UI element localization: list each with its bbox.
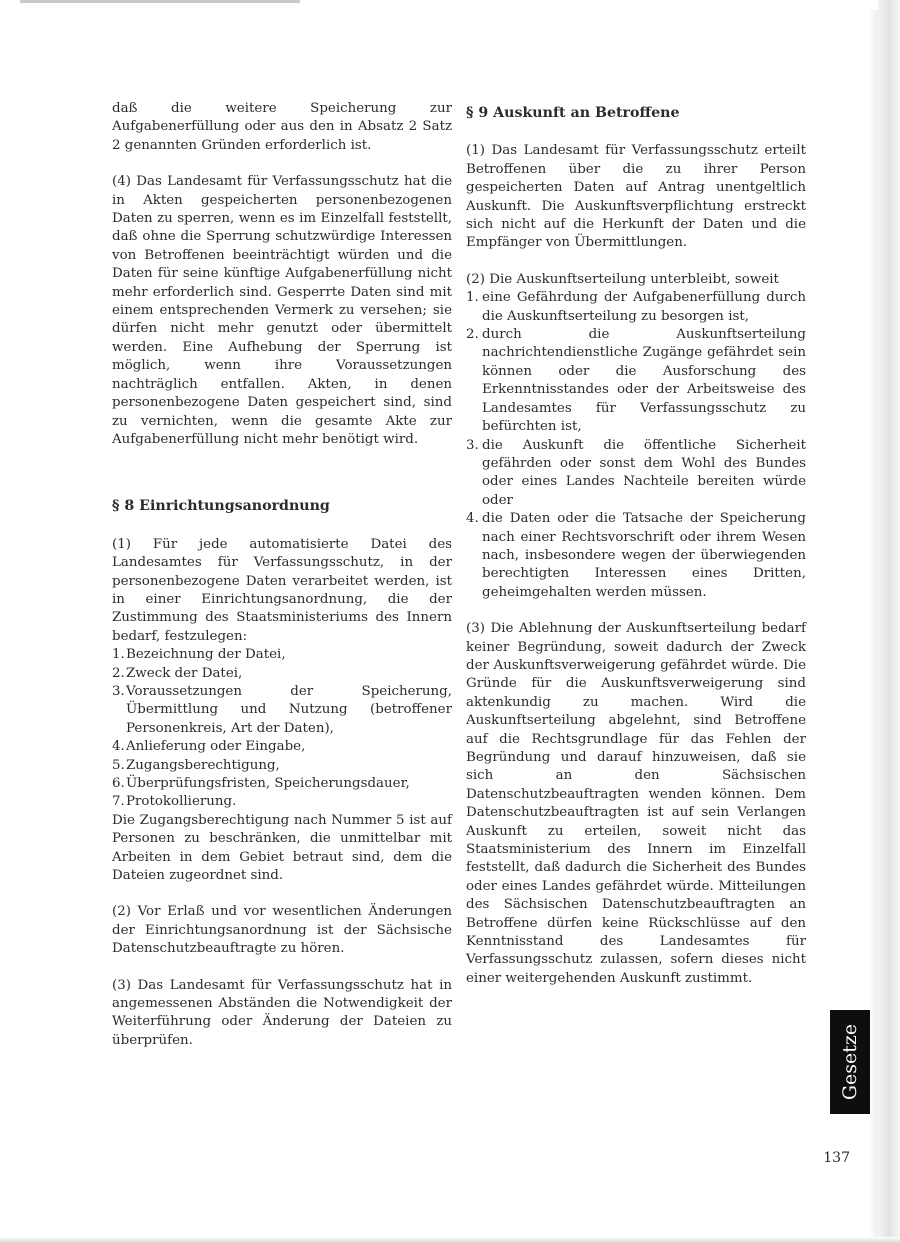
item-text: Zweck der Datei, (126, 665, 243, 681)
section-8-sub-1 (112, 536, 452, 886)
item-number: 7. (112, 794, 125, 810)
list-item (466, 437, 806, 511)
list-item (112, 793, 452, 811)
item-number: 1. (112, 647, 125, 663)
list-item (466, 510, 806, 602)
item-number: 3. (466, 437, 479, 453)
section-8-sub-3: (3) Das Landesamt für Verfassungsschutz hat in angemessenen Abständen die Notwendigkeit der Weiterführung oder Änderung der Dateien zu überprüfen. (112, 977, 452, 1048)
section-8-heading: § 8 Einrichtungsanordnung (112, 498, 330, 515)
section-9-sub-1: (1) Das Landesamt für Verfassungsschutz erteilt Betroffenen über die zu ihrer Person gespeicherten Daten auf Antrag unentgeltlich Auskunft. Die Auskunftsverpflichtung erstreckt sich nicht auf die Herkunft der Daten und die Empfänger von Übermittlungen. (466, 143, 806, 251)
section-tab (830, 1010, 870, 1114)
section-9-item-list (466, 289, 806, 602)
item-text: durch die Auskunftserteilung nachrichtendienstliche Zugänge gefährdet sein können oder die Ausforschung des Erkenntnisstandes oder der Arbeitsweise des Landesamtes für Verfassungsschutz zu befürchten ist, (482, 327, 806, 435)
item-number: 5. (112, 757, 125, 773)
left-column (112, 100, 452, 1068)
page-curve-shadow (870, 10, 878, 1240)
page-number: 137 (823, 1150, 850, 1166)
bottom-edge-shadow (0, 1237, 900, 1243)
section-9-sub-2-intro: (2) Die Auskunftserteilung unterbleibt, soweit (466, 271, 779, 287)
list-item (112, 646, 452, 664)
item-number: 3. (112, 683, 125, 699)
list-item (112, 683, 452, 738)
list-item (466, 326, 806, 436)
section-8-sub-2: (2) Vor Erlaß und vor wesentlichen Änderungen der Einrichtungsanordnung ist der Sächsische Datenschutzbeauftragte zu hören. (112, 904, 452, 957)
right-column (466, 100, 806, 1006)
item-number: 2. (466, 327, 479, 343)
section-tab-label: Gesetze (839, 1023, 861, 1101)
list-item (112, 775, 452, 793)
item-text: Bezeichnung der Datei, (126, 647, 286, 663)
item-text: Anlieferung oder Eingabe, (126, 739, 306, 755)
list-item (112, 757, 452, 775)
section-9-sub-3: (3) Die Ablehnung der Auskunftserteilung bedarf keiner Begründung, soweit dadurch der Zweck der Auskunftsverweigerung gefährdet würde. Die Gründe für die Auskunftsverweigerung sind aktenkundig zu machen. Wird die Auskunftserteilung abgelehnt, sind Betroffene auf die Rechtsgrundlage für das Fehlen der Begründung und darauf hinzuweisen, daß sie sich an den Sächsischen Datenschutzbeauftragten wenden können. Dem Datenschutzbeauftragten ist auf sein Verlangen Auskunft zu erteilen, soweit nicht das Staatsministerium des Innern im Einzelfall feststellt, daß dadurch die Sicherheit des Bundes oder eines Landes gefährdet würde. Mitteilungen des Sächsischen Datenschutzbeauftragten an Betroffene dürfen keine Rückschlüsse auf den Kenntnisstand des Landesamtes für Verfassungsschutz zulassen, sofern dieses nicht einer weitergehenden Auskunft zustimmt. (466, 621, 806, 986)
item-text: die Daten oder die Tatsache der Speicherung nach einer Rechtsvorschrift oder ihrem Wesen nach, insbesondere wegen der überwiegenden berechtigten Interessen eines Dritten, geheimgehalten werden müssen. (482, 511, 806, 600)
binding-gutter (878, 0, 900, 1243)
item-number: 2. (112, 665, 125, 681)
section-9-sub-2 (466, 271, 806, 602)
section-9-heading: § 9 Auskunft an Betroffene (466, 105, 680, 121)
item-text: Voraussetzungen der Speicherung, Übermittlung und Nutzung (betroffener Personenkreis, Art der Daten), (126, 683, 452, 736)
list-item (112, 665, 452, 683)
item-text: die Auskunft die öffentliche Sicherheit gefährden oder sonst dem Wohl des Bundes oder eines Landes Nachteile bereiten würde oder (482, 437, 806, 508)
item-number: 4. (466, 511, 479, 527)
list-item (112, 738, 452, 756)
top-edge-rule (20, 0, 300, 3)
list-item (466, 289, 806, 326)
item-number: 6. (112, 776, 125, 791)
item-number: 1. (466, 290, 479, 306)
section-8-sub-1-intro: (1) Für jede automatisierte Datei des Landesamtes für Verfassungsschutz, in der personenbezogene Daten verarbeitet werden, ist in einer Einrichtungsanordnung, die der Zustimmung des Staatsministeriums des Innern bedarf, festzulegen: (112, 536, 452, 644)
paragraph-4: (4) Das Landesamt für Verfassungsschutz hat die in Akten gespeicherten personenbezogenen Daten zu sperren, wenn es im Einzelfall feststellt, daß ohne die Sperrung schutzwürdige Interessen von Betroffenen beeinträchtigt würden und die Daten für seine künftige Aufgabenerfüllung nicht mehr erforderlich sind. Gesperrte Daten sind mit einem entsprechenden Vermerk zu versehen; sie dürfen nicht mehr genutzt oder übermittelt werden. Eine Aufhebung der Sperrung ist möglich, wenn ihre Voraussetzungen nachträglich entfallen. Akten, in denen personenbezogene Daten gespeichert sind, sind zu vernichten, wenn die gesamte Akte zur Aufgabenerfüllung nicht mehr benötigt wird. (112, 174, 452, 447)
section-8-item-list (112, 646, 452, 812)
item-text: Zugangsberechtigung, (126, 757, 280, 773)
continued-paragraph: daß die weitere Speicherung zur Aufgabenerfüllung oder aus den in Absatz 2 Satz 2 genannten Gründen erforderlich ist. (112, 101, 452, 153)
item-number: 4. (112, 739, 125, 755)
item-text: Protokollierung. (126, 794, 237, 810)
item-text: Überprüfungsfristen, Speicherungsdauer, (126, 776, 410, 791)
item-text: eine Gefährdung der Aufgabenerfüllung durch die Auskunftserteilung zu besorgen ist, (482, 290, 806, 324)
section-8-sub-1-tail: Die Zugangsberechtigung nach Nummer 5 ist auf Personen zu beschränken, die unmittelbar mit Arbeiten in dem Gebiet betraut sind, dem die Dateien zugeordnet sind. (112, 812, 452, 884)
